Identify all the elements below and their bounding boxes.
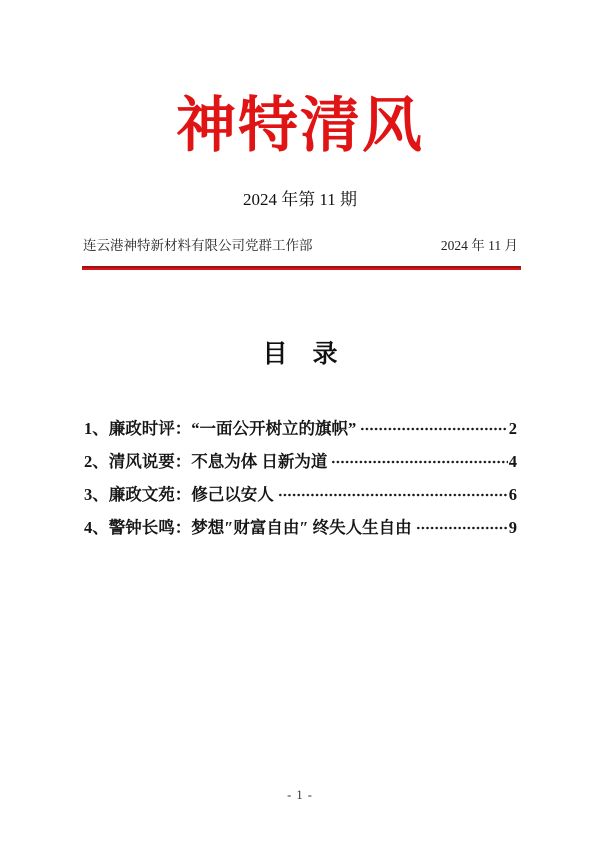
publication-date: 2024 年 11 月 <box>440 238 518 253</box>
toc-heading: 目 录 <box>262 341 338 368</box>
toc-item-label: 1、廉政时评：“一面公开树立的旗帜” <box>84 419 357 438</box>
toc-item <box>84 445 517 478</box>
toc-list <box>84 412 517 544</box>
page-number-footer: - 1 - <box>287 788 313 802</box>
toc-item-page-number: 6 <box>508 485 517 504</box>
toc-item-page-number: 9 <box>508 518 517 537</box>
newsletter-title: 神特清风 <box>176 93 424 159</box>
issue-number: 2024 年第 11 期 <box>242 190 358 209</box>
toc-item-label: 2、清风说要：不息为体 日新为道 <box>84 452 328 471</box>
publisher-name: 连云港神特新材料有限公司党群工作部 <box>83 238 313 253</box>
toc-item-label: 4、警钟长鸣：梦想″财富自由″ 终失人生自由 <box>84 518 412 537</box>
toc-item <box>84 478 517 511</box>
toc-item-page-number: 4 <box>508 452 517 471</box>
toc-dotted-leader <box>359 422 508 436</box>
publisher-row <box>83 234 518 254</box>
toc-item <box>84 412 517 445</box>
toc-item-label: 3、廉政文苑：修己以安人 <box>84 485 274 504</box>
toc-dotted-leader <box>277 488 508 502</box>
toc-item <box>84 511 517 544</box>
toc-item-page-number: 2 <box>508 419 517 438</box>
header-red-rule <box>82 266 521 270</box>
toc-dotted-leader <box>415 521 508 535</box>
toc-dotted-leader <box>330 455 507 469</box>
